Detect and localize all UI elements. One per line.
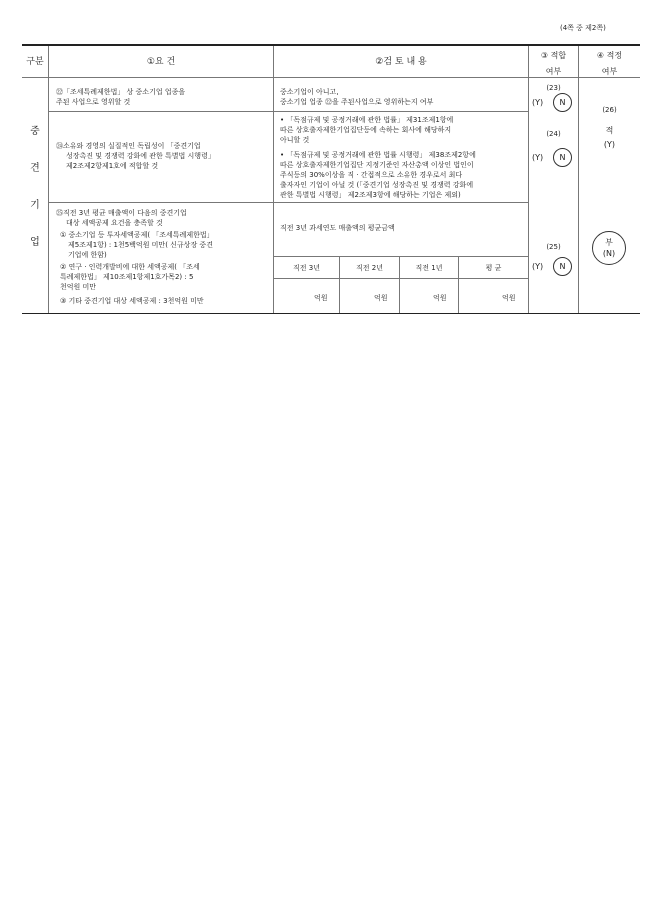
col-3y-header: 직전 3년 bbox=[293, 264, 320, 272]
row3-item2-line1: ② 연구 · 인력개발비에 대한 세액공제( 「조세 bbox=[60, 263, 200, 271]
row3-code: (25) bbox=[546, 243, 561, 251]
row2-review-a2: 따른 상호출자제한기업집단등에 속하는 회사에 해당하지 bbox=[280, 126, 452, 134]
unit-3y: 억원 bbox=[314, 294, 328, 302]
row3-no-circle bbox=[553, 257, 572, 276]
category-char-4: 업 bbox=[30, 237, 40, 248]
header-suitability-line1: ③ 적합 bbox=[540, 51, 567, 60]
row3-requirement-line1: ㉕직전 3년 평균 매출액이 다음의 중견기업 bbox=[56, 209, 187, 217]
row3-yes: (Y) bbox=[532, 262, 544, 271]
row1-no: N bbox=[559, 98, 566, 107]
row2-divider bbox=[48, 202, 528, 203]
row3-item3: ③ 기타 중견기업 대상 세액공제 : 3천억원 미만 bbox=[60, 297, 204, 305]
row1-review-line1: 중소기업이 아니고, bbox=[280, 88, 339, 96]
appropriate-ok: 적 bbox=[605, 126, 614, 135]
row3-item1-line1: ① 중소기업 등 투자세액공제( 「조세특례제한법」 bbox=[60, 231, 214, 239]
category-char-2: 견 bbox=[30, 163, 40, 174]
row3-item2-line2: 특례제한법」 제10조제1항제1호가목2) : 5 bbox=[60, 273, 194, 281]
row1-no-circle bbox=[553, 93, 572, 112]
header-appropriate-line2: 여부 bbox=[601, 67, 618, 76]
unit-avg: 억원 bbox=[502, 294, 516, 302]
row3-no: N bbox=[559, 262, 566, 271]
row3-requirement-line2: 대상 세액공제 요건을 충족할 것 bbox=[66, 219, 163, 227]
unit-2y: 억원 bbox=[374, 294, 388, 302]
row2-requirement-line2: 성장촉진 및 경쟁력 강화에 관한 특별법 시행령」 bbox=[66, 152, 215, 160]
row3-review-text: 직전 3년 과세연도 매출액의 평균금액 bbox=[280, 224, 395, 232]
row1-review-line2: 중소기업 업종 ㉒을 주된사업으로 영위하는지 여부 bbox=[280, 98, 434, 106]
row1-requirement-line2: 주된 사업으로 영위할 것 bbox=[56, 98, 131, 106]
row2-review-b1: • 「독점규제 및 공정거래에 관한 법률 시행령」 제38조제2항에 bbox=[280, 151, 476, 159]
col-divider-1 bbox=[48, 46, 49, 313]
row1-yes: (Y) bbox=[532, 98, 544, 107]
appropriate-no-circle bbox=[592, 231, 626, 265]
row2-review-a3: 아니할 것 bbox=[280, 136, 310, 144]
col-avg-header: 평 균 bbox=[485, 264, 502, 272]
row2-requirement-line1: ㉔소유와 경영의 실질적인 독립성이 「중견기업 bbox=[56, 142, 201, 150]
category-char-3: 기 bbox=[30, 200, 40, 211]
col-1y-header: 직전 1년 bbox=[415, 264, 443, 272]
row2-yes: (Y) bbox=[532, 153, 544, 162]
row1-code: (23) bbox=[546, 84, 561, 92]
col-2y-header: 직전 2년 bbox=[356, 264, 383, 272]
row2-review-b5: 관한 특별법 시행령」 제2조제3항에 해당하는 기업은 제외) bbox=[280, 191, 461, 199]
header-appropriate-line1: ④ 적정 bbox=[596, 51, 623, 60]
header-divider bbox=[22, 77, 640, 78]
row2-review-b3: 주식등의 30%이상을 직 · 간접적으로 소유한 경우로서 최다 bbox=[280, 171, 463, 179]
row2-code: (24) bbox=[546, 130, 561, 138]
row2-requirement-line3: 제2조제2항제1호에 적합할 것 bbox=[66, 162, 159, 170]
row3-item1-line2: 제5조제1항) : 1천5백억원 미만( 신규상장 중견 bbox=[68, 241, 213, 249]
appropriate-code: (26) bbox=[602, 106, 617, 114]
header-review: ②검 토 내 용 bbox=[375, 57, 427, 67]
subtable-mid bbox=[273, 278, 528, 279]
subtable-top bbox=[273, 256, 528, 257]
appropriate-no-n: (N) bbox=[602, 249, 616, 258]
row1-requirement-line1: ㉒「조세특례제한법」 상 중소기업 업종을 bbox=[56, 88, 186, 96]
header-suitability-line2: 여부 bbox=[545, 67, 562, 76]
row2-review-b4: 출자자인 기업이 아닐 것 (「중견기업 성장촉진 및 경쟁력 강화에 bbox=[280, 181, 474, 189]
row2-no-circle bbox=[553, 148, 572, 167]
row2-review-b2: 따른 상호출자제한기업집단 지정기준인 자산총액 이상인 법인이 bbox=[280, 161, 474, 169]
row2-no: N bbox=[559, 153, 566, 162]
appropriate-no: 부 bbox=[605, 238, 613, 247]
row1-divider bbox=[48, 111, 528, 112]
row2-review-a1: • 「독점규제 및 공정거래에 관한 법률」 제31조제1항에 bbox=[280, 116, 454, 124]
col-divider-4 bbox=[578, 46, 579, 313]
review-table bbox=[22, 44, 640, 314]
header-requirement: ①요 건 bbox=[146, 57, 176, 67]
category-char-1: 중 bbox=[30, 126, 40, 137]
unit-1y: 억원 bbox=[433, 294, 447, 302]
row3-item2-line3: 천억원 미만 bbox=[60, 283, 97, 291]
page-number: (4쪽 중 제2쪽) bbox=[560, 24, 606, 32]
header-category: 구분 bbox=[26, 57, 44, 67]
row3-item1-line3: 기업에 한함) bbox=[68, 251, 107, 259]
appropriate-ok-y: (Y) bbox=[603, 140, 616, 149]
